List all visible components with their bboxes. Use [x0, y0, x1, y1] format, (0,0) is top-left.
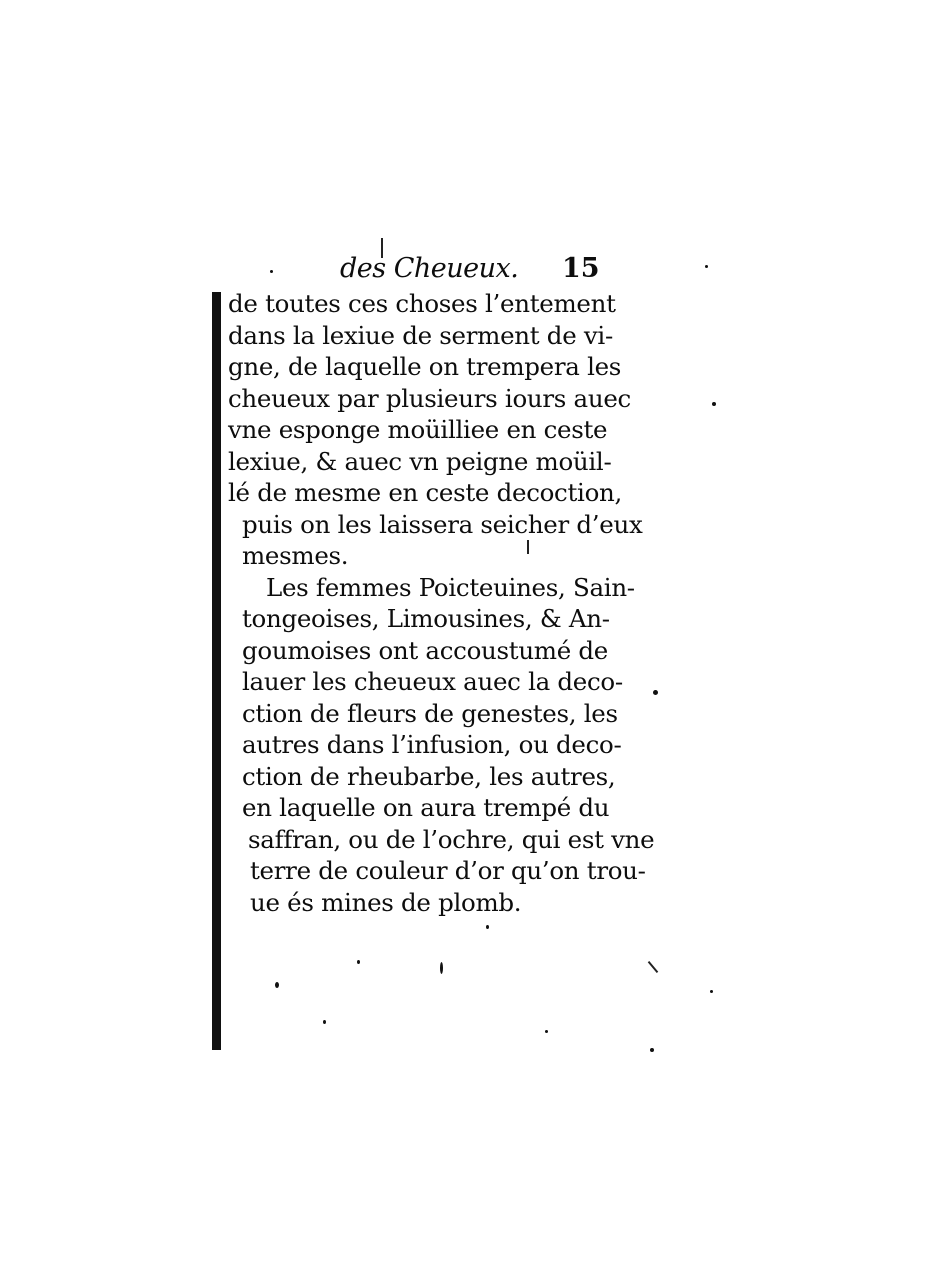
text-line: cheueux par plusieurs iours auec [228, 383, 631, 413]
page-header [340, 253, 600, 293]
text-line: autres dans l’infusion, ou deco- [242, 730, 622, 759]
text-line: lé de mesme en ceste decoction, [228, 478, 622, 507]
scan-speck [440, 962, 443, 974]
text-line: de toutes ces choses l’entement [228, 289, 616, 318]
paragraph-start-line: Les femmes Poicteuines, Sain- [266, 572, 635, 602]
page-number: 15 [562, 253, 600, 284]
text-line: lauer les cheueux auec la deco- [242, 667, 623, 696]
text-line: ction de fleurs de genestes, les [242, 698, 618, 728]
text-line: terre de couleur d’or qu’on trou- [250, 856, 646, 885]
text-line: dans la lexiue de serment de vi- [228, 320, 613, 350]
text-line: ction de rheubarbe, les autres, [242, 761, 616, 791]
gutter-shadow [212, 292, 221, 1050]
text-line: lexiue, & auec vn peigne moüil- [228, 446, 612, 476]
scan-speck [357, 960, 360, 964]
running-title: des Cheueux. [340, 253, 519, 284]
scan-scratch [527, 540, 529, 554]
scan-speck [270, 270, 273, 273]
scan-speck [650, 1048, 654, 1052]
text-line: mesmes. [242, 541, 349, 570]
text-line: ue és mines de plomb. [250, 887, 522, 917]
scan-speck [653, 690, 658, 695]
text-line: en laquelle on aura trempé du [242, 793, 610, 822]
text-line: puis on les laissera seicher d’eux [242, 509, 643, 539]
scan-speck [323, 1020, 326, 1024]
scan-speck [486, 925, 489, 929]
text-line: gne, de laquelle on trempera les [228, 352, 622, 381]
text-line: goumoises ont accoustumé de [242, 635, 609, 665]
scan-scratch [648, 961, 659, 973]
scan-speck [545, 1030, 548, 1033]
scan-speck [712, 402, 716, 406]
text-line: tongeoises, Limousines, & An- [242, 604, 610, 633]
text-line: vne esponge moüilliee en ceste [228, 415, 608, 444]
text-line: saffran, ou de l’ochre, qui est vne [248, 824, 655, 854]
scan-speck [710, 990, 713, 993]
scan-speck [705, 265, 708, 268]
scan-speck [275, 982, 279, 988]
body-text [228, 288, 655, 918]
